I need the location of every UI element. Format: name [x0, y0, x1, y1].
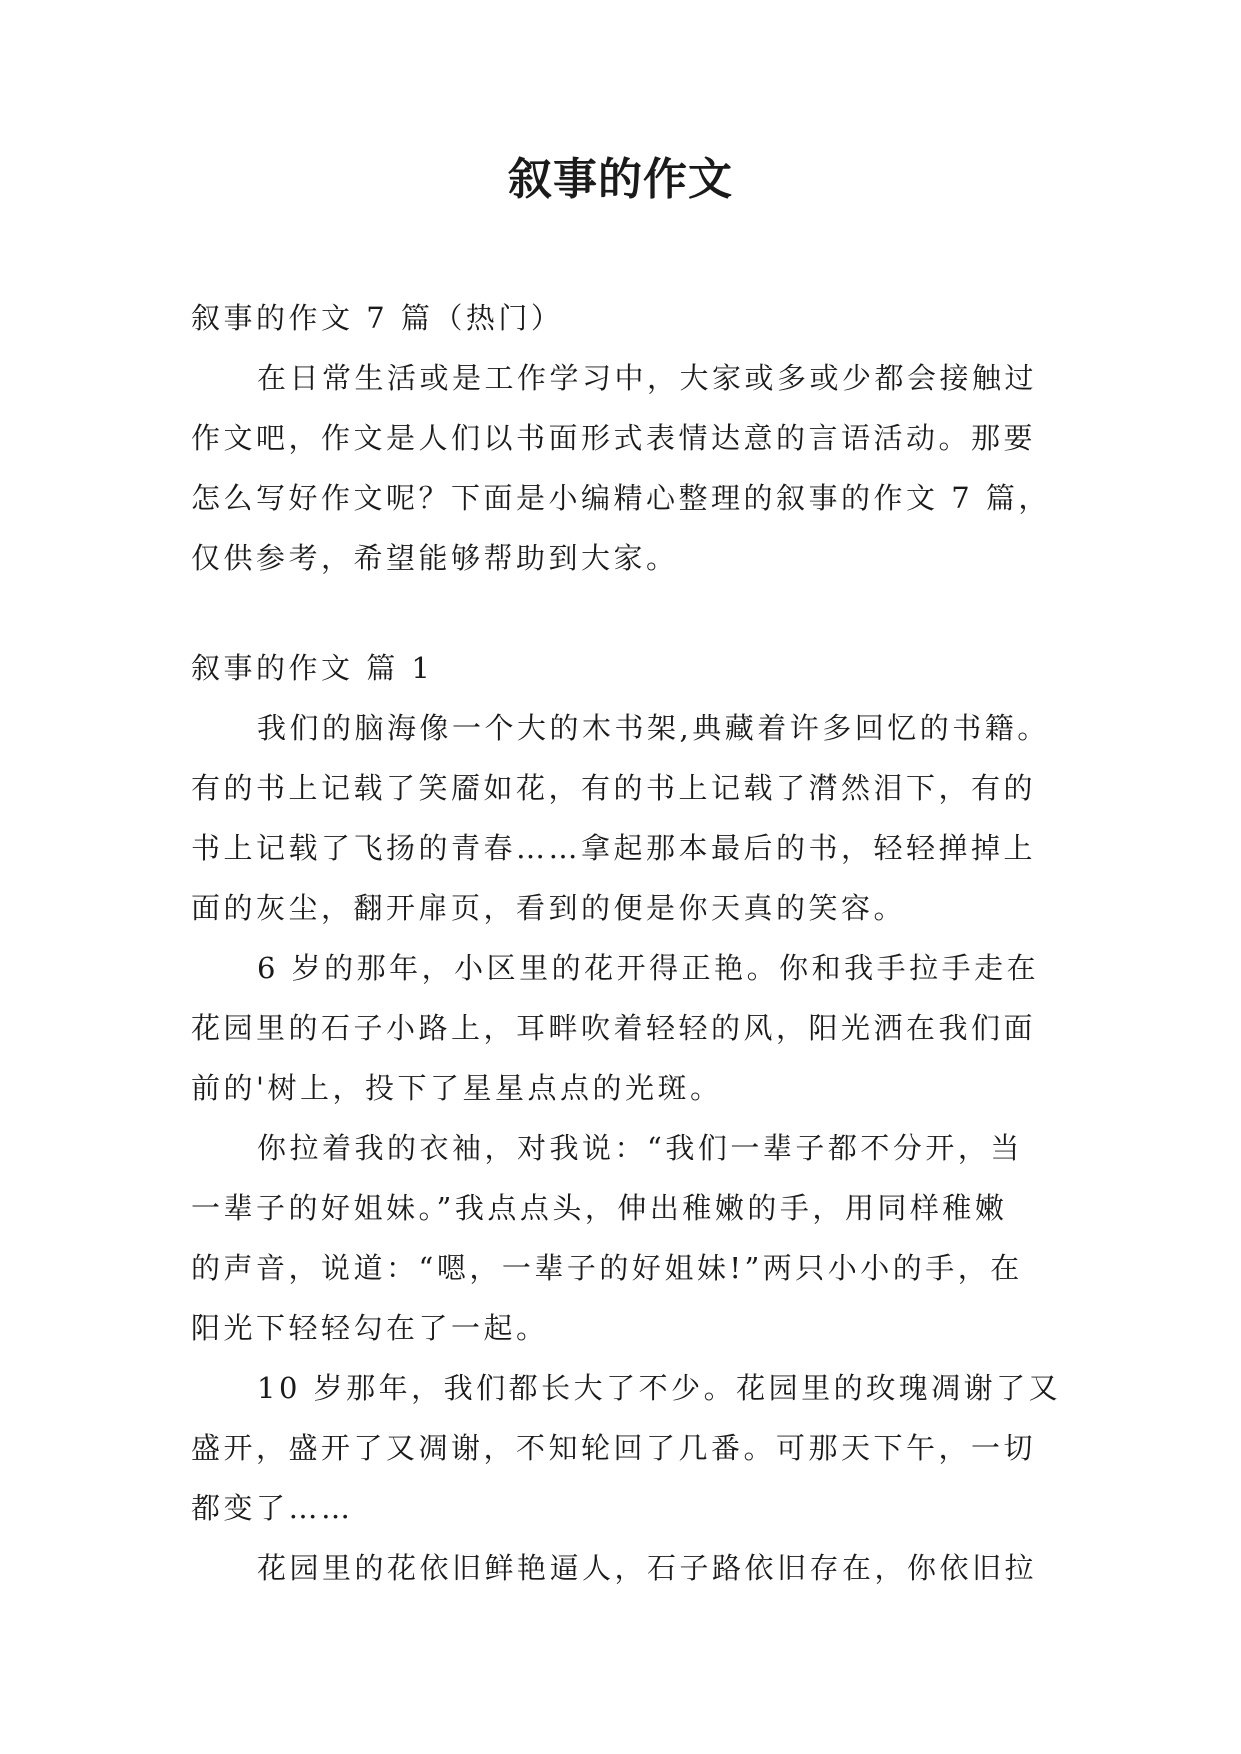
- section-spacer: [191, 588, 1051, 638]
- paragraph-line: 我们的脑海像一个大的木书架,典藏着许多回忆的书籍。: [257, 711, 1050, 745]
- paragraph-line: 10 岁那年，我们都长大了不少。花园里的玫瑰凋谢了又: [257, 1371, 1062, 1405]
- intro-line: 仅供参考，希望能够帮助到大家。: [191, 541, 679, 575]
- paragraph-1: [191, 698, 1051, 938]
- paragraph-line: 一辈子的好姐妹。”我点点头，伸出稚嫩的手，用同样稚嫩: [191, 1191, 1008, 1225]
- paragraph-line: 花园里的石子小路上，耳畔吹着轻轻的风，阳光洒在我们面: [191, 1011, 1037, 1045]
- document-title: 叙事的作文: [508, 154, 733, 205]
- paragraph-4: [191, 1358, 1062, 1538]
- paragraph-line: 6 岁的那年，小区里的花开得正艳。你和我手拉手走在: [257, 951, 1040, 985]
- paragraph-line: 盛开，盛开了又凋谢，不知轮回了几番。可那天下午，一切: [191, 1431, 1037, 1465]
- paragraph-line: 书上记载了飞扬的青春……拿起那本最后的书，轻轻掸掉上: [191, 831, 1037, 865]
- section-heading: 叙事的作文 篇 1: [191, 651, 434, 685]
- paragraph-line: 面的灰尘，翻开扉页，看到的便是你天真的笑容。: [191, 891, 907, 925]
- paragraph-line: 都变了……: [191, 1491, 354, 1525]
- paragraph-line: 你拉着我的衣袖，对我说：“我们一辈子都不分开，当: [257, 1131, 1023, 1165]
- intro-line: 作文吧，作文是人们以书面形式表情达意的言语活动。那要: [191, 421, 1037, 455]
- paragraph-2: [191, 938, 1051, 1118]
- document-body: [191, 288, 1062, 1598]
- paragraph-line: 花园里的花依旧鲜艳逼人，石子路依旧存在，你依旧拉: [257, 1551, 1038, 1585]
- paragraph-line: 的声音，说道：“嗯，一辈子的好姐妹!”两只小小的手，在: [191, 1251, 1023, 1285]
- intro-line: 在日常生活或是工作学习中，大家或多或少都会接触过: [257, 361, 1038, 395]
- intro-paragraph: [191, 348, 1051, 588]
- paragraph-5: [191, 1538, 1051, 1598]
- paragraph-line: 有的书上记载了笑靥如花，有的书上记载了潸然泪下，有的: [191, 771, 1037, 805]
- intro-line: 怎么写好作文呢？下面是小编精心整理的叙事的作文 7 篇，: [191, 481, 1051, 515]
- paragraph-line: 前的'树上，投下了星星点点的光斑。: [191, 1071, 723, 1105]
- document-subtitle: 叙事的作文 7 篇（热门）: [191, 301, 564, 335]
- paragraph-line: 阳光下轻轻勾在了一起。: [191, 1311, 549, 1345]
- paragraph-3: [191, 1118, 1051, 1358]
